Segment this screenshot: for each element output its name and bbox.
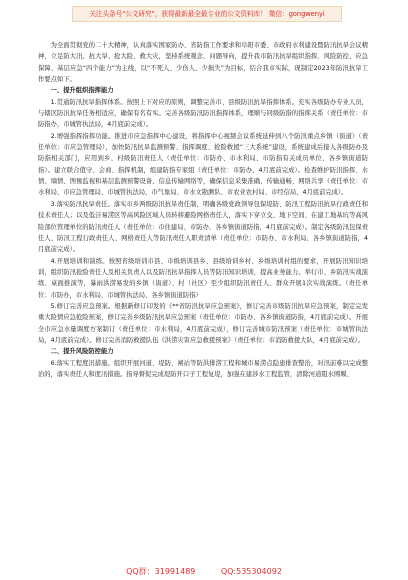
contact-footer bbox=[0, 566, 408, 577]
item-paragraph: 3.落实防汛抗旱责任。落实市乡两级防汛抗旱责任制，明确各级党政领导包保堤防、防汛工程防汛抗旱行政责任和技术责任人；以及低洼易涝区等高风险区域人员转移避险网格责任人，落实下穿立交、地下空间、在建工地基坑等高风险部位管理单位的防汛责任人（责任单位：市住建局、市防办、各乡镇街道防指，4月底前完成）。制定各级防汛包保责任人、防汛工程行政责任人、网格责任人等防汛责任人职责清单（责任单位：市防办、市水利局、各乡镇街道防指，4月底前完成）。 bbox=[38, 200, 368, 254]
promo-banner: 关注头条号"公文研究"，获得最新最全最专业的公文资料库！ 微信：gongwenyi bbox=[72, 6, 342, 22]
document-body bbox=[38, 40, 368, 380]
qq-group: QQ群：31991489 bbox=[126, 567, 196, 576]
item-paragraph: 2.增强指挥指挥功能。推进市应急指挥中心建设，将指挥中心视频会议系统延伸到八个防汛重点乡镇（街道）（责任单位：市应急管理局），加快防汛抗旱监测预警、指挥调度、抢险救援“三大系统”建设，系统建成后接入各级防办及防指相关部门，应用到乡、村级防汛责任人（责任单位：市防办、市水利局、市防指有关成员单位、各乡镇街道防指）。建立联合值守、会商、指挥机制，组建防指专家组（责任单位：市防办，4月底前完成）。检查维护防汛指挥、水情、墒情、图像监视和基层监测预警设备、信息传输网络等，确保信息采集准确、传输通畅、网络共享（责任单位：市水利局、市应急管理局、市城管执法局、市气象局、市水文勘测队、市农业农村局、市经信局，4月底前完成）。 bbox=[38, 132, 368, 197]
section-heading: 一、提升组织指挥能力 bbox=[50, 87, 114, 95]
item-paragraph: 4.开展培训和演练。按照省级培训市县、市级培训县乡、县级培训乡村、乡级培训村组的要求，开展防汛知识培训，组织防汛抢险责任人及相关负责人以及防汛抗旱指挥人员等防汛知识培训，提高业务能力。举行市、乡防汛实战演练、桌面推演等，暴雨洪涝易发的乡镇（街道）、村（社区）至少组织防汛责任人、群众开展1次实战演练。（责任单位：市防办，市水利局，市城管执法局、各乡镇街道防指） bbox=[38, 257, 368, 299]
qq-number: QQ:535304092 bbox=[220, 567, 282, 576]
section-heading: 二、提升风险防控能力 bbox=[50, 348, 114, 356]
item-paragraph: 1.贯通防汛抗旱指挥体系。按照上下对应的原则，调整完善市、县级防汛抗旱指挥体系。充实各级防办专业人员，与辖区防汛抗旱任务相适应，确保有名有实。完善各级防汛防汛指挥体系，理顺与同级防指的指挥关系（责任单位：市防指办，市城管执法局，4月底前完成）。 bbox=[38, 98, 368, 129]
intro-paragraph: 为全面贯彻党的二十大精神，认真落实国家防办、省防指工作要求和阜阳市委、市政府水利建设暨防汛抗旱会议精神，立足防大汛、抗大旱、抢大险、救大灾，坚持系统观念、问题导向，提升我市防汛抗旱组织指挥、风险防控、应急保障、基层应急“四个能力”为主线，以“不死人、少伤人、少损失”为目标，结合我市实际，现制定2023年防汛抗旱工作要点如下。 bbox=[38, 42, 368, 84]
item-paragraph: 6.落实工程度汛措施。组织开展河道、堤防、闸站等防洪排涝工程和城市易涝点隐患排查整治，对汛前难以完成整治的，落实责任人和度汛措施。指导督促完成堤防开口子工程复堤，加强在建涉水工程监管，清除河道阻水围堰、 bbox=[38, 359, 368, 378]
item-paragraph: 5.修订完善应急预案。根据新修订印发的《**省防汛抗旱应急预案》，修订完善市级防汛抗旱应急预案，制定完发重大险情应急抢险预案，修订完善乡级防汛抗旱应急预案（责任单位：市防办、各乡镇街道防指，4月底前完成）。开展全市应急水量调度方案制订（责任单位：市水利局，4月底前完成），修订完善城市防汛预案（责任单位：市城管执法局，4月底前完成）。修订完善消防救援队伍《洪涝灾害应急救援预案》（责任单位：市消防救援大队，4月底前完成）。 bbox=[38, 302, 368, 344]
